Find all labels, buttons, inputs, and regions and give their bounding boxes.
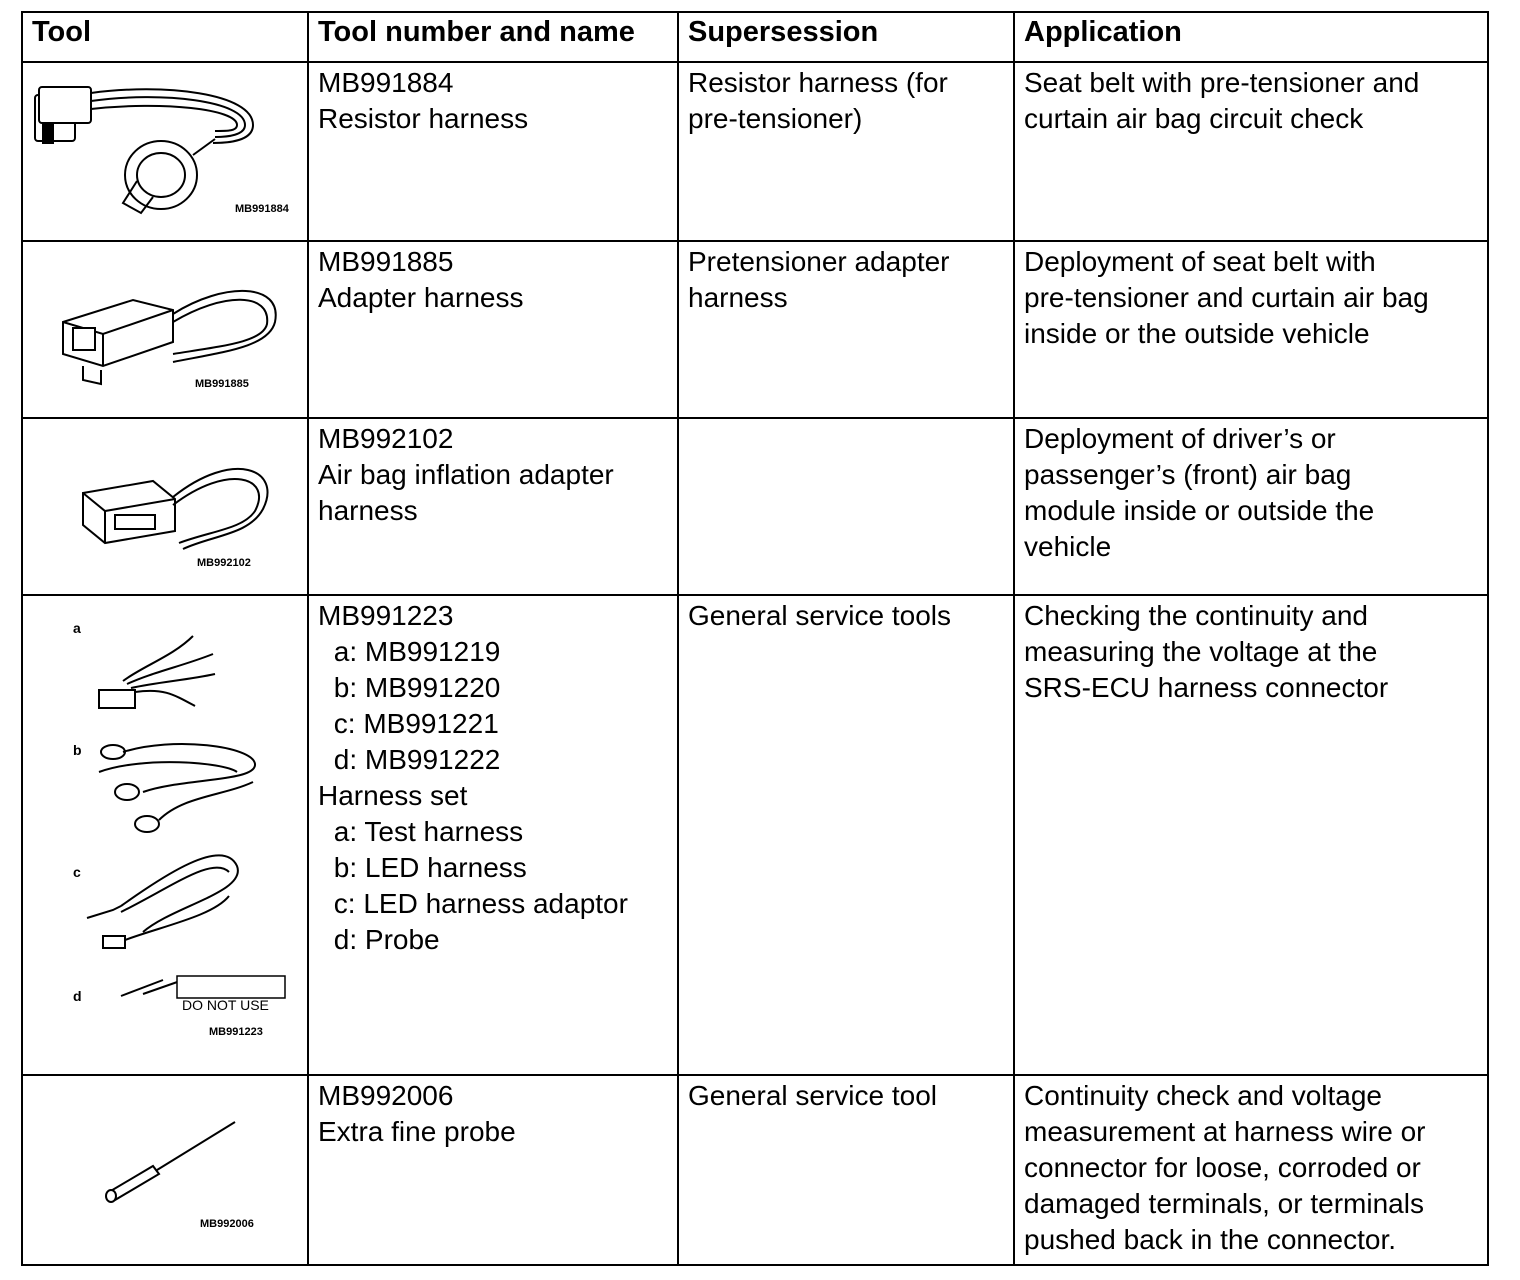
inflation-adapter-harness-illustration bbox=[23, 419, 307, 592]
tool-image-label: MB992006 bbox=[200, 1218, 254, 1230]
supersession-cell bbox=[678, 595, 1014, 1075]
text-line: measuring the voltage at the bbox=[1024, 636, 1378, 667]
application-cell bbox=[1014, 62, 1488, 241]
text-line: General service tools bbox=[688, 600, 952, 631]
supersession-cell bbox=[678, 418, 1014, 595]
tool-image-cell bbox=[22, 418, 308, 595]
tool-image-label: MB992102 bbox=[197, 557, 251, 569]
application-cell bbox=[1014, 241, 1488, 418]
application-cell bbox=[1014, 595, 1488, 1075]
text-line: Resistor harness bbox=[318, 103, 529, 134]
tool-image-cell bbox=[22, 595, 308, 1075]
text-line: passenger’s (front) air bag bbox=[1024, 459, 1352, 490]
text-line: inside or the outside vehicle bbox=[1024, 318, 1370, 349]
tool-number-cell bbox=[308, 418, 678, 595]
table-row bbox=[22, 62, 1488, 241]
image-letter-b: b bbox=[73, 742, 82, 758]
supersession-cell bbox=[678, 62, 1014, 241]
tool-image-label: MB991884 bbox=[235, 203, 289, 215]
text-line: Pretensioner adapter bbox=[688, 246, 950, 277]
text-line: harness bbox=[688, 282, 788, 313]
text-line: Adapter harness bbox=[318, 282, 524, 313]
header-row bbox=[22, 12, 1488, 62]
tool-image-cell bbox=[22, 241, 308, 418]
text-line: module inside or outside the bbox=[1024, 495, 1375, 526]
text-line: MB992102 bbox=[318, 423, 454, 454]
text-line: pre-tensioner) bbox=[688, 103, 863, 134]
application-cell bbox=[1014, 1075, 1488, 1265]
text-line: MB991223 bbox=[318, 600, 454, 631]
text-line: d: MB991222 bbox=[326, 744, 501, 775]
tool-image-cell bbox=[22, 62, 308, 241]
header-application: Application bbox=[1014, 12, 1488, 62]
image-letter-c: c bbox=[73, 864, 81, 880]
table-row bbox=[22, 241, 1488, 418]
application-cell bbox=[1014, 418, 1488, 595]
text-line: Deployment of seat belt with bbox=[1024, 246, 1376, 277]
text-line: pushed back in the connector. bbox=[1024, 1224, 1397, 1255]
text-line: Continuity check and voltage bbox=[1024, 1080, 1382, 1111]
text-line: General service tool bbox=[688, 1080, 938, 1111]
text-line: curtain air bag circuit check bbox=[1024, 103, 1364, 134]
image-letter-a: a bbox=[73, 620, 81, 636]
tool-number-cell bbox=[308, 1075, 678, 1265]
table-row bbox=[22, 1075, 1488, 1265]
tool-number-cell bbox=[308, 62, 678, 241]
text-line: d: Probe bbox=[326, 924, 440, 955]
supersession-cell bbox=[678, 241, 1014, 418]
text-line: b: MB991220 bbox=[326, 672, 501, 703]
text-line: MB991885 bbox=[318, 246, 454, 277]
text-line: MB991884 bbox=[318, 67, 454, 98]
text-line: MB992006 bbox=[318, 1080, 454, 1111]
table-row bbox=[22, 595, 1488, 1075]
tool-image-label: MB991223 bbox=[209, 1026, 263, 1038]
text-line: c: MB991221 bbox=[326, 708, 499, 739]
tool-image-label: MB991885 bbox=[195, 378, 249, 390]
tool-image-cell bbox=[22, 1075, 308, 1265]
text-line: Resistor harness (for bbox=[688, 67, 948, 98]
adapter-harness-illustration bbox=[23, 242, 307, 415]
do-not-use-warning: DO NOT USE bbox=[182, 997, 269, 1013]
text-line: harness bbox=[318, 495, 418, 526]
text-line: vehicle bbox=[1024, 531, 1112, 562]
text-line: a: Test harness bbox=[326, 816, 524, 847]
text-line: pre-tensioner and curtain air bag bbox=[1024, 282, 1429, 313]
header-supersession: Supersession bbox=[678, 12, 1014, 62]
text-line: Checking the continuity and bbox=[1024, 600, 1368, 631]
text-line: Harness set bbox=[318, 780, 468, 811]
text-line: Seat belt with pre-tensioner and bbox=[1024, 67, 1420, 98]
text-line: c: LED harness adaptor bbox=[326, 888, 628, 919]
text-line: b: LED harness bbox=[326, 852, 527, 883]
header-tool: Tool bbox=[22, 12, 308, 62]
text-line: a: MB991219 bbox=[326, 636, 501, 667]
image-letter-d: d bbox=[73, 988, 82, 1004]
table-row bbox=[22, 418, 1488, 595]
special-tools-table bbox=[21, 11, 1489, 1266]
text-line: damaged terminals, or terminals bbox=[1024, 1188, 1424, 1219]
header-tool-number-and-name: Tool number and name bbox=[308, 12, 678, 62]
text-line: SRS-ECU harness connector bbox=[1024, 672, 1389, 703]
extra-fine-probe-illustration bbox=[23, 1076, 307, 1262]
tool-number-cell bbox=[308, 241, 678, 418]
tool-number-cell bbox=[308, 595, 678, 1075]
text-line: Deployment of driver’s or bbox=[1024, 423, 1336, 454]
text-line: connector for loose, corroded or bbox=[1024, 1152, 1421, 1183]
text-line: Extra fine probe bbox=[318, 1116, 516, 1147]
text-line: Air bag inflation adapter bbox=[318, 459, 614, 490]
text-line: measurement at harness wire or bbox=[1024, 1116, 1426, 1147]
supersession-cell bbox=[678, 1075, 1014, 1265]
